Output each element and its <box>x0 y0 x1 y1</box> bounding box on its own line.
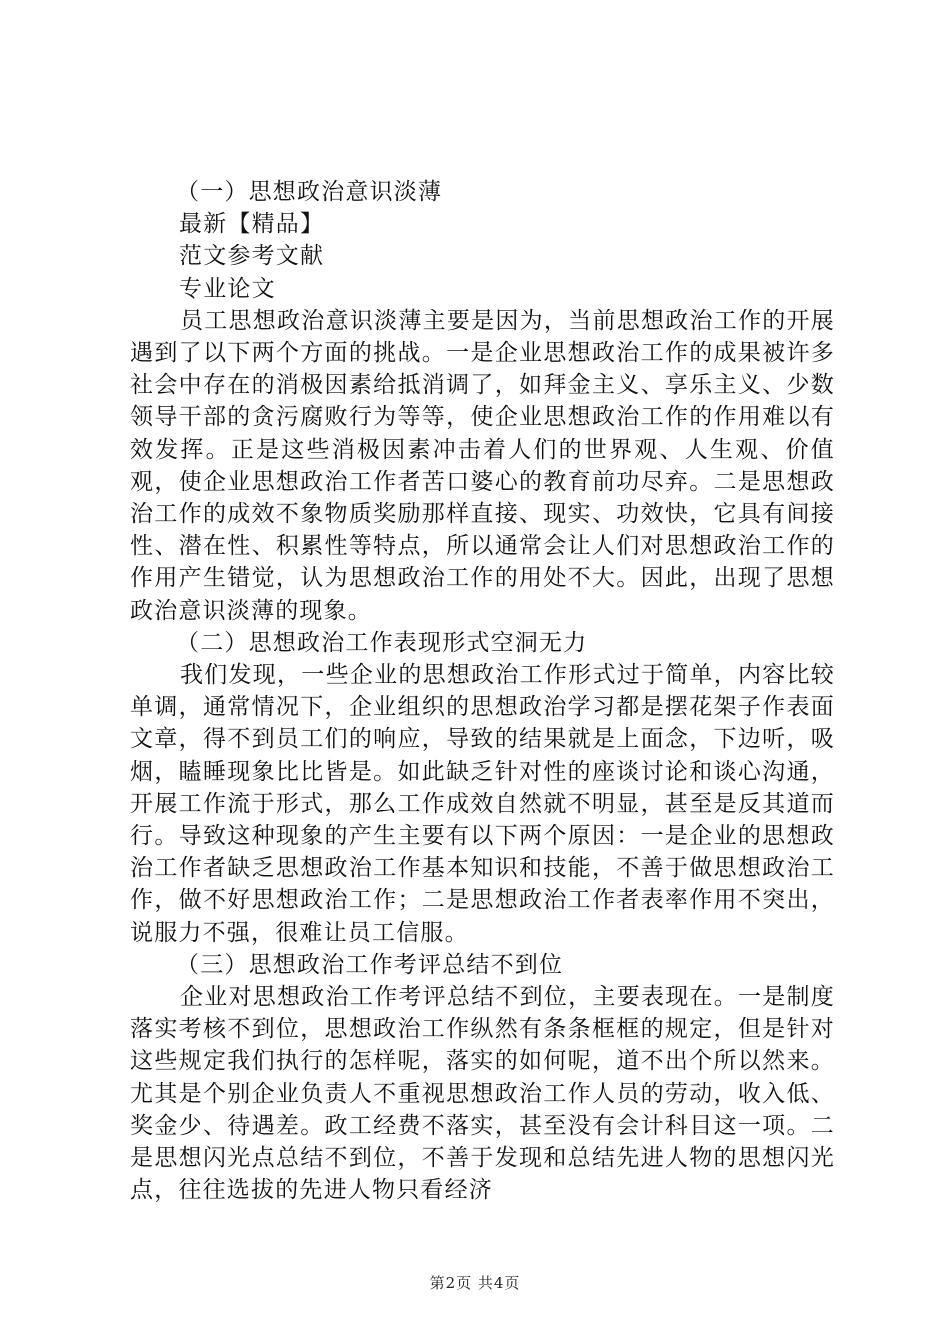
document-body <box>130 176 835 1207</box>
meta-line-2: 范文参考文献 <box>179 243 325 270</box>
paragraph-3: 企业对思想政治工作考评总结不到位，主要表现在。一是制度落实考核不到位，思想政治工作纵然有条条框框的规定，但是针对这些规定我们执行的怎样呢，落实的如何呢，道不出个所以然来。尤其是个别企业负责人不重视思想政治工作人员的劳动，收入低、奖金少、待遇差。政工经费不落实，甚至没有会计科目这一项。二是思想闪光点总结不到位，不善于发现和总结先进人物的思想闪光点，往往选拔的先进人物只看经济 <box>130 984 835 1204</box>
section-heading-2: （二）思想政治工作表现形式空洞无力 <box>176 629 588 656</box>
meta-line-1: 最新【精品】 <box>179 211 325 238</box>
page-number-footer: 第2页 共4页 <box>429 1274 521 1292</box>
paragraph-1: 员工思想政治意识淡薄主要是因为，当前思想政治工作的开展遇到了以下两个方面的挑战。一是企业思想政治工作的成果被许多社会中存在的消极因素给抵消调了，如拜金主义、享乐主义、少数领导干部的贪污腐败行为等等，使企业思想政治工作的作用难以有效发挥。正是这些消极因素冲击着人们的世界观、人生观、价值观，使企业思想政治工作者苦口婆心的教育前功尽弃。二是思想政治工作的成效不象物质奖励那样直接、现实、功效快，它具有间接性、潜在性、积累性等特点，所以通常会让人们对思想政治工作的作用产生错觉，认为思想政治工作的用处不大。因此，出现了思想政治意识淡薄的现象。 <box>130 307 835 624</box>
paragraph-2: 我们发现，一些企业的思想政治工作形式过于简单，内容比较单调，通常情况下，企业组织的思想政治学习都是摆花架子作表面文章，得不到员工们的响应，导致的结果就是上面念，下边听，吸烟，瞌睡现象比比皆是。如此缺乏针对性的座谈讨论和谈心沟通，开展工作流于形式，那么工作成效自然就不明显，甚至是反其道而行。导致这种现象的产生主要有以下两个原因：一是企业的思想政治工作者缺乏思想政治工作基本知识和技能，不善于做思想政治工作，做不好思想政治工作；二是思想政治工作者表率作用不突出，说服力不强，很难让员工信服。 <box>130 662 835 946</box>
meta-line-3: 专业论文 <box>179 275 276 302</box>
section-heading-3: （三）思想政治工作考评总结不到位 <box>176 951 564 978</box>
section-heading-1: （一）思想政治意识淡薄 <box>176 179 443 205</box>
